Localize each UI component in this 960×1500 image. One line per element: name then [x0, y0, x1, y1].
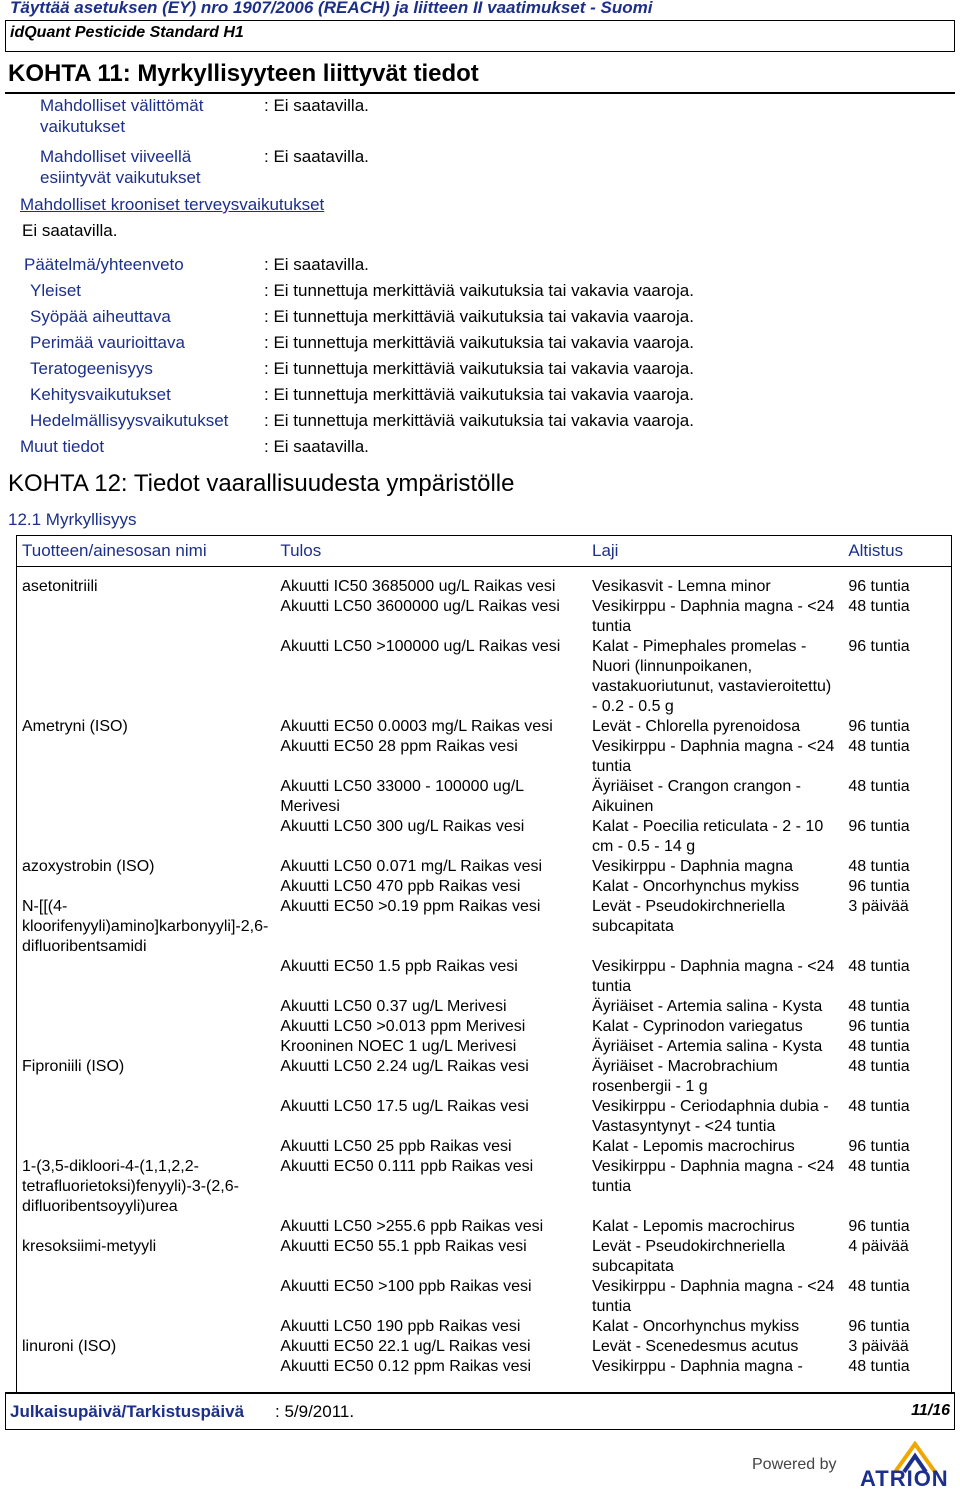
s11-item-value: : Ei saatavilla. — [264, 437, 369, 456]
col-header-species: Laji — [586, 536, 842, 567]
row-result: Krooninen NOEC 1 ug/L Merivesi — [280, 1038, 517, 1055]
table-row — [16, 1277, 952, 1317]
row-result: Akuutti EC50 0.12 ppm Raikas vesi — [280, 1358, 532, 1375]
row-species: Vesikirppu - Daphnia magna - <24 tuntia — [592, 598, 835, 635]
row-result: Akuutti LC50 2.24 ug/L Raikas vesi — [280, 1058, 529, 1075]
row-exposure: 96 tuntia — [848, 1018, 910, 1035]
row-result: Akuutti EC50 0.0003 mg/L Raikas vesi — [280, 718, 553, 735]
row-exposure: 4 päivää — [848, 1238, 909, 1255]
row-species: Levät - Pseudokirchneriella subcapitata — [592, 1238, 785, 1275]
powered-by-text: Powered by — [752, 1456, 837, 1473]
row-species: Vesikirppu - Daphnia magna - <24 tuntia — [592, 958, 835, 995]
row-exposure: 48 tuntia — [848, 778, 910, 795]
s11-item-label: Yleiset — [30, 281, 82, 300]
row-species: Kalat - Lepomis macrochirus — [592, 1218, 795, 1235]
row-species: Äyriäiset - Macrobrachium rosenbergii - 1 g — [592, 1058, 778, 1095]
row-exposure: 48 tuntia — [848, 1158, 910, 1175]
table-header-row — [16, 536, 952, 567]
row-result: Akuutti LC50 470 ppb Raikas vesi — [280, 878, 521, 895]
s11-item-value: : Ei tunnettuja merkittäviä vaikutuksia tai vakavia vaaroja. — [264, 411, 694, 430]
table-row — [16, 737, 952, 777]
table-row — [16, 877, 952, 897]
table-row — [16, 777, 952, 817]
row-name — [16, 737, 274, 777]
row-name — [16, 1017, 274, 1037]
delayed-effects-label-2: esiintyvät vaikutukset — [40, 168, 201, 187]
delayed-effects-value: : Ei saatavilla. — [264, 147, 369, 166]
s11-item-value: : Ei tunnettuja merkittäviä vaikutuksia tai vakavia vaaroja. — [264, 359, 694, 378]
row-exposure: 96 tuntia — [848, 578, 910, 595]
row-name: Fiproniili (ISO) — [22, 1058, 125, 1075]
row-result: Akuutti LC50 0.071 mg/L Raikas vesi — [280, 858, 543, 875]
table-row — [16, 897, 952, 957]
table-row — [16, 997, 952, 1017]
table-row — [16, 817, 952, 857]
row-exposure: 48 tuntia — [848, 1278, 910, 1295]
row-exposure: 48 tuntia — [848, 598, 910, 615]
row-name — [16, 1277, 274, 1317]
row-species: Vesikirppu - Ceriodaphnia dubia - Vastasyntynyt - <24 tuntia — [592, 1098, 829, 1135]
row-name — [16, 1137, 274, 1157]
footer-date-value: : 5/9/2011. — [275, 1402, 355, 1421]
row-name — [16, 997, 274, 1017]
row-name — [16, 1037, 274, 1057]
row-exposure: 48 tuntia — [848, 958, 910, 975]
row-species: Äyriäiset - Artemia salina - Kysta — [592, 998, 823, 1015]
row-exposure: 3 päivää — [848, 1338, 909, 1355]
row-name — [16, 1097, 274, 1137]
col-header-result: Tulos — [274, 536, 586, 567]
col-header-exposure: Altistus — [842, 536, 952, 567]
row-species: Kalat - Oncorhynchus mykiss — [592, 878, 800, 895]
row-result: Akuutti EC50 28 ppm Raikas vesi — [280, 738, 518, 755]
row-result: Akuutti LC50 >255.6 ppb Raikas vesi — [280, 1218, 544, 1235]
s11-item-label: Perimää vaurioittava — [30, 333, 185, 352]
row-exposure: 48 tuntia — [848, 1098, 910, 1115]
row-species: Vesikirppu - Daphnia magna - <24 tuntia — [592, 1158, 835, 1195]
section-11-title: KOHTA 11: Myrkyllisyyteen liittyvät tiedot — [8, 60, 479, 87]
table-row — [16, 1097, 952, 1137]
table-row — [16, 577, 952, 597]
row-result: Akuutti LC50 3600000 ug/L Raikas vesi — [280, 598, 560, 615]
chronic-effects-label: Mahdolliset krooniset terveysvaikutukset — [20, 195, 325, 214]
row-exposure: 96 tuntia — [848, 1138, 910, 1155]
brand-logo: ATRION — [860, 1466, 949, 1491]
row-species: Levät - Scenedesmus acutus — [592, 1338, 799, 1355]
col-header-name: Tuotteen/ainesosan nimi — [16, 536, 274, 567]
s11-item-value: : Ei saatavilla. — [264, 255, 369, 274]
table-frame-right — [951, 535, 952, 1392]
row-result: Akuutti LC50 0.37 ug/L Merivesi — [280, 998, 507, 1015]
table-row — [16, 1037, 952, 1057]
row-species: Vesikirppu - Daphnia magna - <24 tuntia — [592, 1278, 835, 1315]
row-name — [16, 817, 274, 857]
chronic-effects-value: Ei saatavilla. — [22, 221, 118, 240]
section-11-divider — [5, 92, 955, 94]
row-name: Ametryni (ISO) — [22, 718, 128, 735]
row-species: Vesikirppu - Daphnia magna - — [592, 1358, 803, 1375]
table-row — [16, 1237, 952, 1277]
s11-item-label: Muut tiedot — [20, 437, 105, 456]
table-frame-left — [16, 535, 17, 1392]
table-row — [16, 1357, 952, 1377]
row-species: Kalat - Oncorhynchus mykiss — [592, 1318, 800, 1335]
immediate-effects-label-2: vaikutukset — [40, 117, 126, 136]
toxicity-table — [16, 535, 952, 1377]
row-name — [16, 1317, 274, 1337]
row-exposure: 96 tuntia — [848, 818, 910, 835]
row-result: Akuutti EC50 0.111 ppb Raikas vesi — [280, 1158, 534, 1175]
row-exposure: 96 tuntia — [848, 718, 910, 735]
row-result: Akuutti LC50 33000 - 100000 ug/L Merivesi — [280, 778, 524, 815]
row-species: Kalat - Poecilia reticulata - 2 - 10 cm - 0.5 - 14 g — [592, 818, 824, 855]
s11-item-label: Kehitysvaikutukset — [30, 385, 171, 404]
table-spacer — [16, 567, 952, 578]
row-exposure: 96 tuntia — [848, 1218, 910, 1235]
footer-date-label: Julkaisupäivä/Tarkistuspäivä — [10, 1402, 245, 1421]
row-exposure: 48 tuntia — [848, 998, 910, 1015]
row-species: Levät - Pseudokirchneriella subcapitata — [592, 898, 785, 935]
table-row — [16, 597, 952, 637]
row-name — [16, 1217, 274, 1237]
s11-item-label: Hedelmällisyysvaikutukset — [30, 411, 229, 430]
table-row — [16, 717, 952, 737]
row-species: Kalat - Pimephales promelas - Nuori (linnunpoikanen, vastakuoriutunut, vastavieroitettu) - 0.2 - 0.5 g — [592, 638, 832, 715]
section-12-title: KOHTA 12: Tiedot vaarallisuudesta ympäristölle — [8, 470, 515, 497]
s11-item-label: Syöpää aiheuttava — [30, 307, 171, 326]
table-row — [16, 1217, 952, 1237]
row-result: Akuutti IC50 3685000 ug/L Raikas vesi — [280, 578, 556, 595]
row-species: Kalat - Cyprinodon variegatus — [592, 1018, 803, 1035]
row-name: asetonitriili — [22, 578, 98, 595]
section-12-subtitle: 12.1 Myrkyllisyys — [8, 510, 137, 529]
row-exposure: 96 tuntia — [848, 878, 910, 895]
row-species: Kalat - Lepomis macrochirus — [592, 1138, 795, 1155]
s11-item-label: Päätelmä/yhteenveto — [24, 255, 184, 274]
row-name: azoxystrobin (ISO) — [22, 858, 155, 875]
row-exposure: 3 päivää — [848, 898, 909, 915]
row-name — [16, 777, 274, 817]
row-name — [16, 637, 274, 717]
row-exposure: 96 tuntia — [848, 638, 910, 655]
row-result: Akuutti LC50 >100000 ug/L Raikas vesi — [280, 638, 561, 655]
row-result: Akuutti LC50 >0.013 ppm Merivesi — [280, 1018, 526, 1035]
table-row — [16, 957, 952, 997]
row-name: N-[[(4-kloorifenyyli)amino]karbonyyli]-2,6-difluoribentsamidi — [22, 898, 269, 955]
s11-item-value: : Ei tunnettuja merkittäviä vaikutuksia tai vakavia vaaroja. — [264, 385, 694, 404]
table-row — [16, 1057, 952, 1097]
table-row — [16, 1017, 952, 1037]
row-species: Vesikirppu - Daphnia magna — [592, 858, 794, 875]
row-name — [16, 957, 274, 997]
row-result: Akuutti LC50 25 ppb Raikas vesi — [280, 1138, 512, 1155]
row-name: kresoksiimi-metyyli — [22, 1238, 157, 1255]
row-exposure: 48 tuntia — [848, 738, 910, 755]
row-species: Äyriäiset - Crangon crangon - Aikuinen — [592, 778, 801, 815]
immediate-effects-value: : Ei saatavilla. — [264, 96, 369, 115]
row-name: linuroni (ISO) — [22, 1338, 117, 1355]
page-number: 11/16 — [911, 1402, 950, 1419]
row-name — [16, 1357, 274, 1377]
row-species: Äyriäiset - Artemia salina - Kysta — [592, 1038, 823, 1055]
row-exposure: 48 tuntia — [848, 1038, 910, 1055]
table-row — [16, 1157, 952, 1217]
row-result: Akuutti EC50 55.1 ppb Raikas vesi — [280, 1238, 527, 1255]
immediate-effects-label: Mahdolliset välittömät — [40, 96, 204, 115]
table-row — [16, 857, 952, 877]
row-result: Akuutti EC50 22.1 ug/L Raikas vesi — [280, 1338, 531, 1355]
row-exposure: 48 tuntia — [848, 1058, 910, 1075]
table-row — [16, 1317, 952, 1337]
s11-item-label: Teratogeenisyys — [30, 359, 153, 378]
delayed-effects-label: Mahdolliset viiveellä — [40, 147, 192, 166]
row-result: Akuutti LC50 190 ppb Raikas vesi — [280, 1318, 521, 1335]
row-result: Akuutti LC50 300 ug/L Raikas vesi — [280, 818, 525, 835]
row-result: Akuutti LC50 17.5 ug/L Raikas vesi — [280, 1098, 529, 1115]
row-result: Akuutti EC50 >0.19 ppm Raikas vesi — [280, 898, 541, 915]
row-name: 1-(3,5-dikloori-4-(1,1,2,2-tetrafluorietoksi)fenyyli)-3-(2,6-difluoribentsoyyli)urea — [22, 1158, 239, 1215]
row-exposure: 48 tuntia — [848, 1358, 910, 1375]
row-name — [16, 597, 274, 637]
row-name — [16, 877, 274, 897]
row-species: Vesikasvit - Lemna minor — [592, 578, 771, 595]
product-name: idQuant Pesticide Standard H1 — [10, 24, 244, 41]
s11-item-value: : Ei tunnettuja merkittäviä vaikutuksia tai vakavia vaaroja. — [264, 307, 694, 326]
row-species: Vesikirppu - Daphnia magna - <24 tuntia — [592, 738, 835, 775]
s11-item-value: : Ei tunnettuja merkittäviä vaikutuksia tai vakavia vaaroja. — [264, 281, 694, 300]
document-regulation-title: Täyttää asetuksen (EY) nro 1907/2006 (REACH) ja liitteen II vaatimukset - Suomi — [10, 0, 653, 17]
table-row — [16, 1337, 952, 1357]
row-exposure: 96 tuntia — [848, 1318, 910, 1335]
row-result: Akuutti EC50 1.5 ppb Raikas vesi — [280, 958, 518, 975]
table-row — [16, 1137, 952, 1157]
table-row — [16, 637, 952, 717]
row-exposure: 48 tuntia — [848, 858, 910, 875]
s11-item-value: : Ei tunnettuja merkittäviä vaikutuksia tai vakavia vaaroja. — [264, 333, 694, 352]
row-result: Akuutti EC50 >100 ppb Raikas vesi — [280, 1278, 532, 1295]
row-species: Levät - Chlorella pyrenoidosa — [592, 718, 801, 735]
